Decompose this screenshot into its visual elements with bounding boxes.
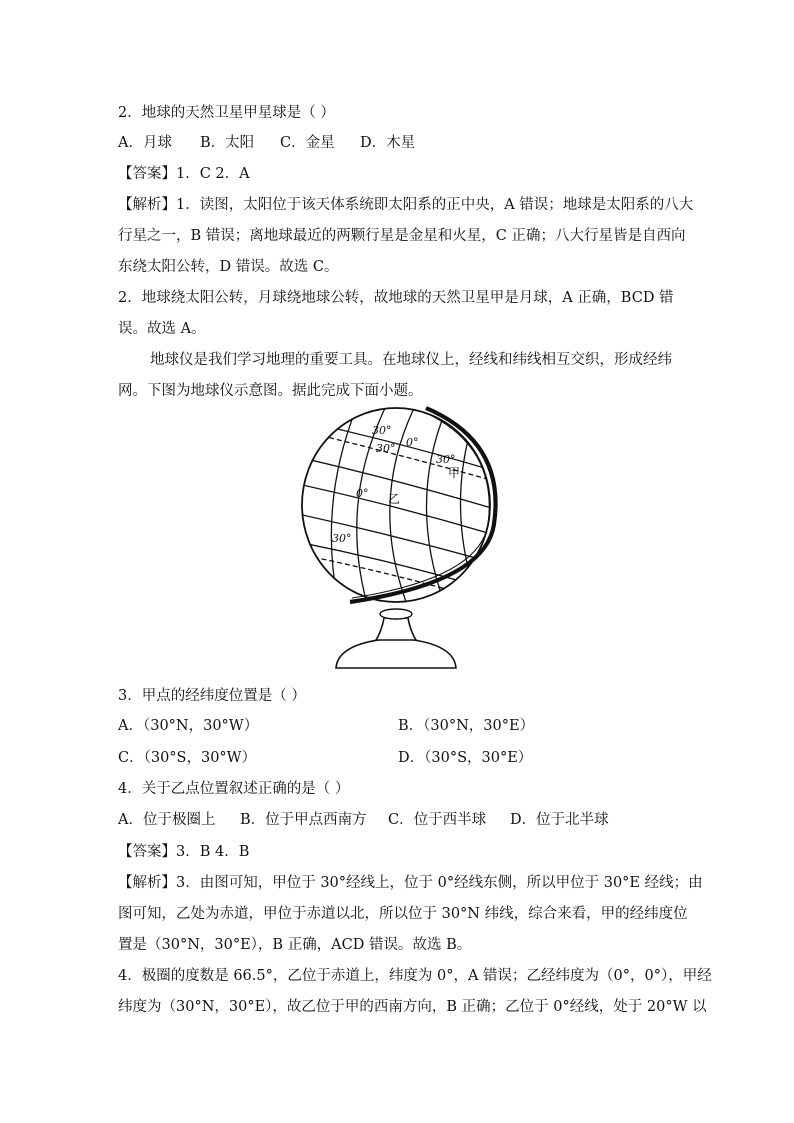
globe-base [336,638,456,668]
label-equator-zero: 0° [356,487,369,500]
answer-2: 【答案】3．B 4．B [118,844,250,860]
q3-option-b: B．（30°N，30°E） [398,718,535,734]
q3-option-d: D．（30°S，30°E） [398,750,533,766]
globe-stem [376,618,416,640]
analysis2-line: 图可知，乙处为赤道，甲位于赤道以北，所以位于 30°N 纬线，综合来看，甲的经纬度位 [118,906,688,922]
analysis2-line: 置是（30°N，30°E），B 正确，ACD 错误。故选 B。 [118,937,472,953]
label-lon-right: 30° [436,453,456,466]
q4-option-a: A．位于极圈上 [118,812,216,828]
q3-options-row1 [118,716,678,736]
q4-option-d: D．位于北半球 [510,812,609,828]
analysis1-line: 行星之一，B 错误；离地球最近的两颗行星是金星和火星，C 正确；八大行星皆是自西向 [118,228,686,244]
intro-line: 地球仪是我们学习地理的重要工具。在地球仪上，经线和纬线相互交织，形成经纬 [150,352,672,368]
label-lat-bottom: 30° [332,532,352,545]
answer-1: 【答案】1．C 2．A [118,166,250,182]
intro-line: 网。下图为地球仪示意图。据此完成下面小题。 [118,383,423,399]
q3-option-a: A．（30°N，30°W） [118,718,259,734]
q2-option-a: A．月球 [118,135,172,151]
globe-diagram [298,402,498,672]
q4-option-c: C．位于西半球 [388,812,487,828]
q4-option-b: B．位于甲点西南方 [240,812,367,828]
analysis1-line: 【解析】1．读图，太阳位于该天体系统即太阳系的正中央，A 错误；地球是太阳系的八大 [118,197,694,213]
q2-option-c: C．金星 [280,135,335,151]
q3-stem: 3．甲点的经纬度位置是（ ） [118,688,306,704]
q2-options [118,133,415,153]
q3-options-row2 [118,748,678,768]
q4-options [118,810,609,830]
q2-option-b: B．太阳 [200,135,255,151]
label-lon-zero-top: 0° [406,436,419,449]
analysis2-line: 4．极圈的度数是 66.5°，乙位于赤道上，纬度为 0°，A 错误；乙经纬度为（0°，0°），甲经 [118,968,712,984]
q3-option-c: C．（30°S，30°W） [118,750,257,766]
q4-stem: 4．关于乙点位置叙述正确的是（ ） [118,781,350,797]
label-point-yi: 乙 [388,492,401,506]
analysis2-line: 纬度为（30°N，30°E），故乙位于甲的西南方向，B 正确；乙位于 0°经线，处于 20°W 以 [118,999,707,1015]
analysis2-line: 【解析】3．由图可知，甲位于 30°经线上，位于 0°经线东侧，所以甲位于 30°E 经线；由 [118,875,703,891]
analysis1-line: 误。故选 A。 [118,321,206,337]
label-lat-top2: 30° [376,442,396,455]
analysis1-line: 东绕太阳公转，D 错误。故选 C。 [118,259,339,275]
q2-option-d: D．木星 [360,135,416,151]
label-lat-top: 30° [372,424,392,437]
analysis1-line: 2．地球绕太阳公转，月球绕地球公转，故地球的天然卫星甲是月球，A 正确，BCD 错 [118,290,674,306]
q2-stem: 2．地球的天然卫星甲星球是（ ） [118,105,335,121]
label-point-jia: 甲 [448,466,461,480]
